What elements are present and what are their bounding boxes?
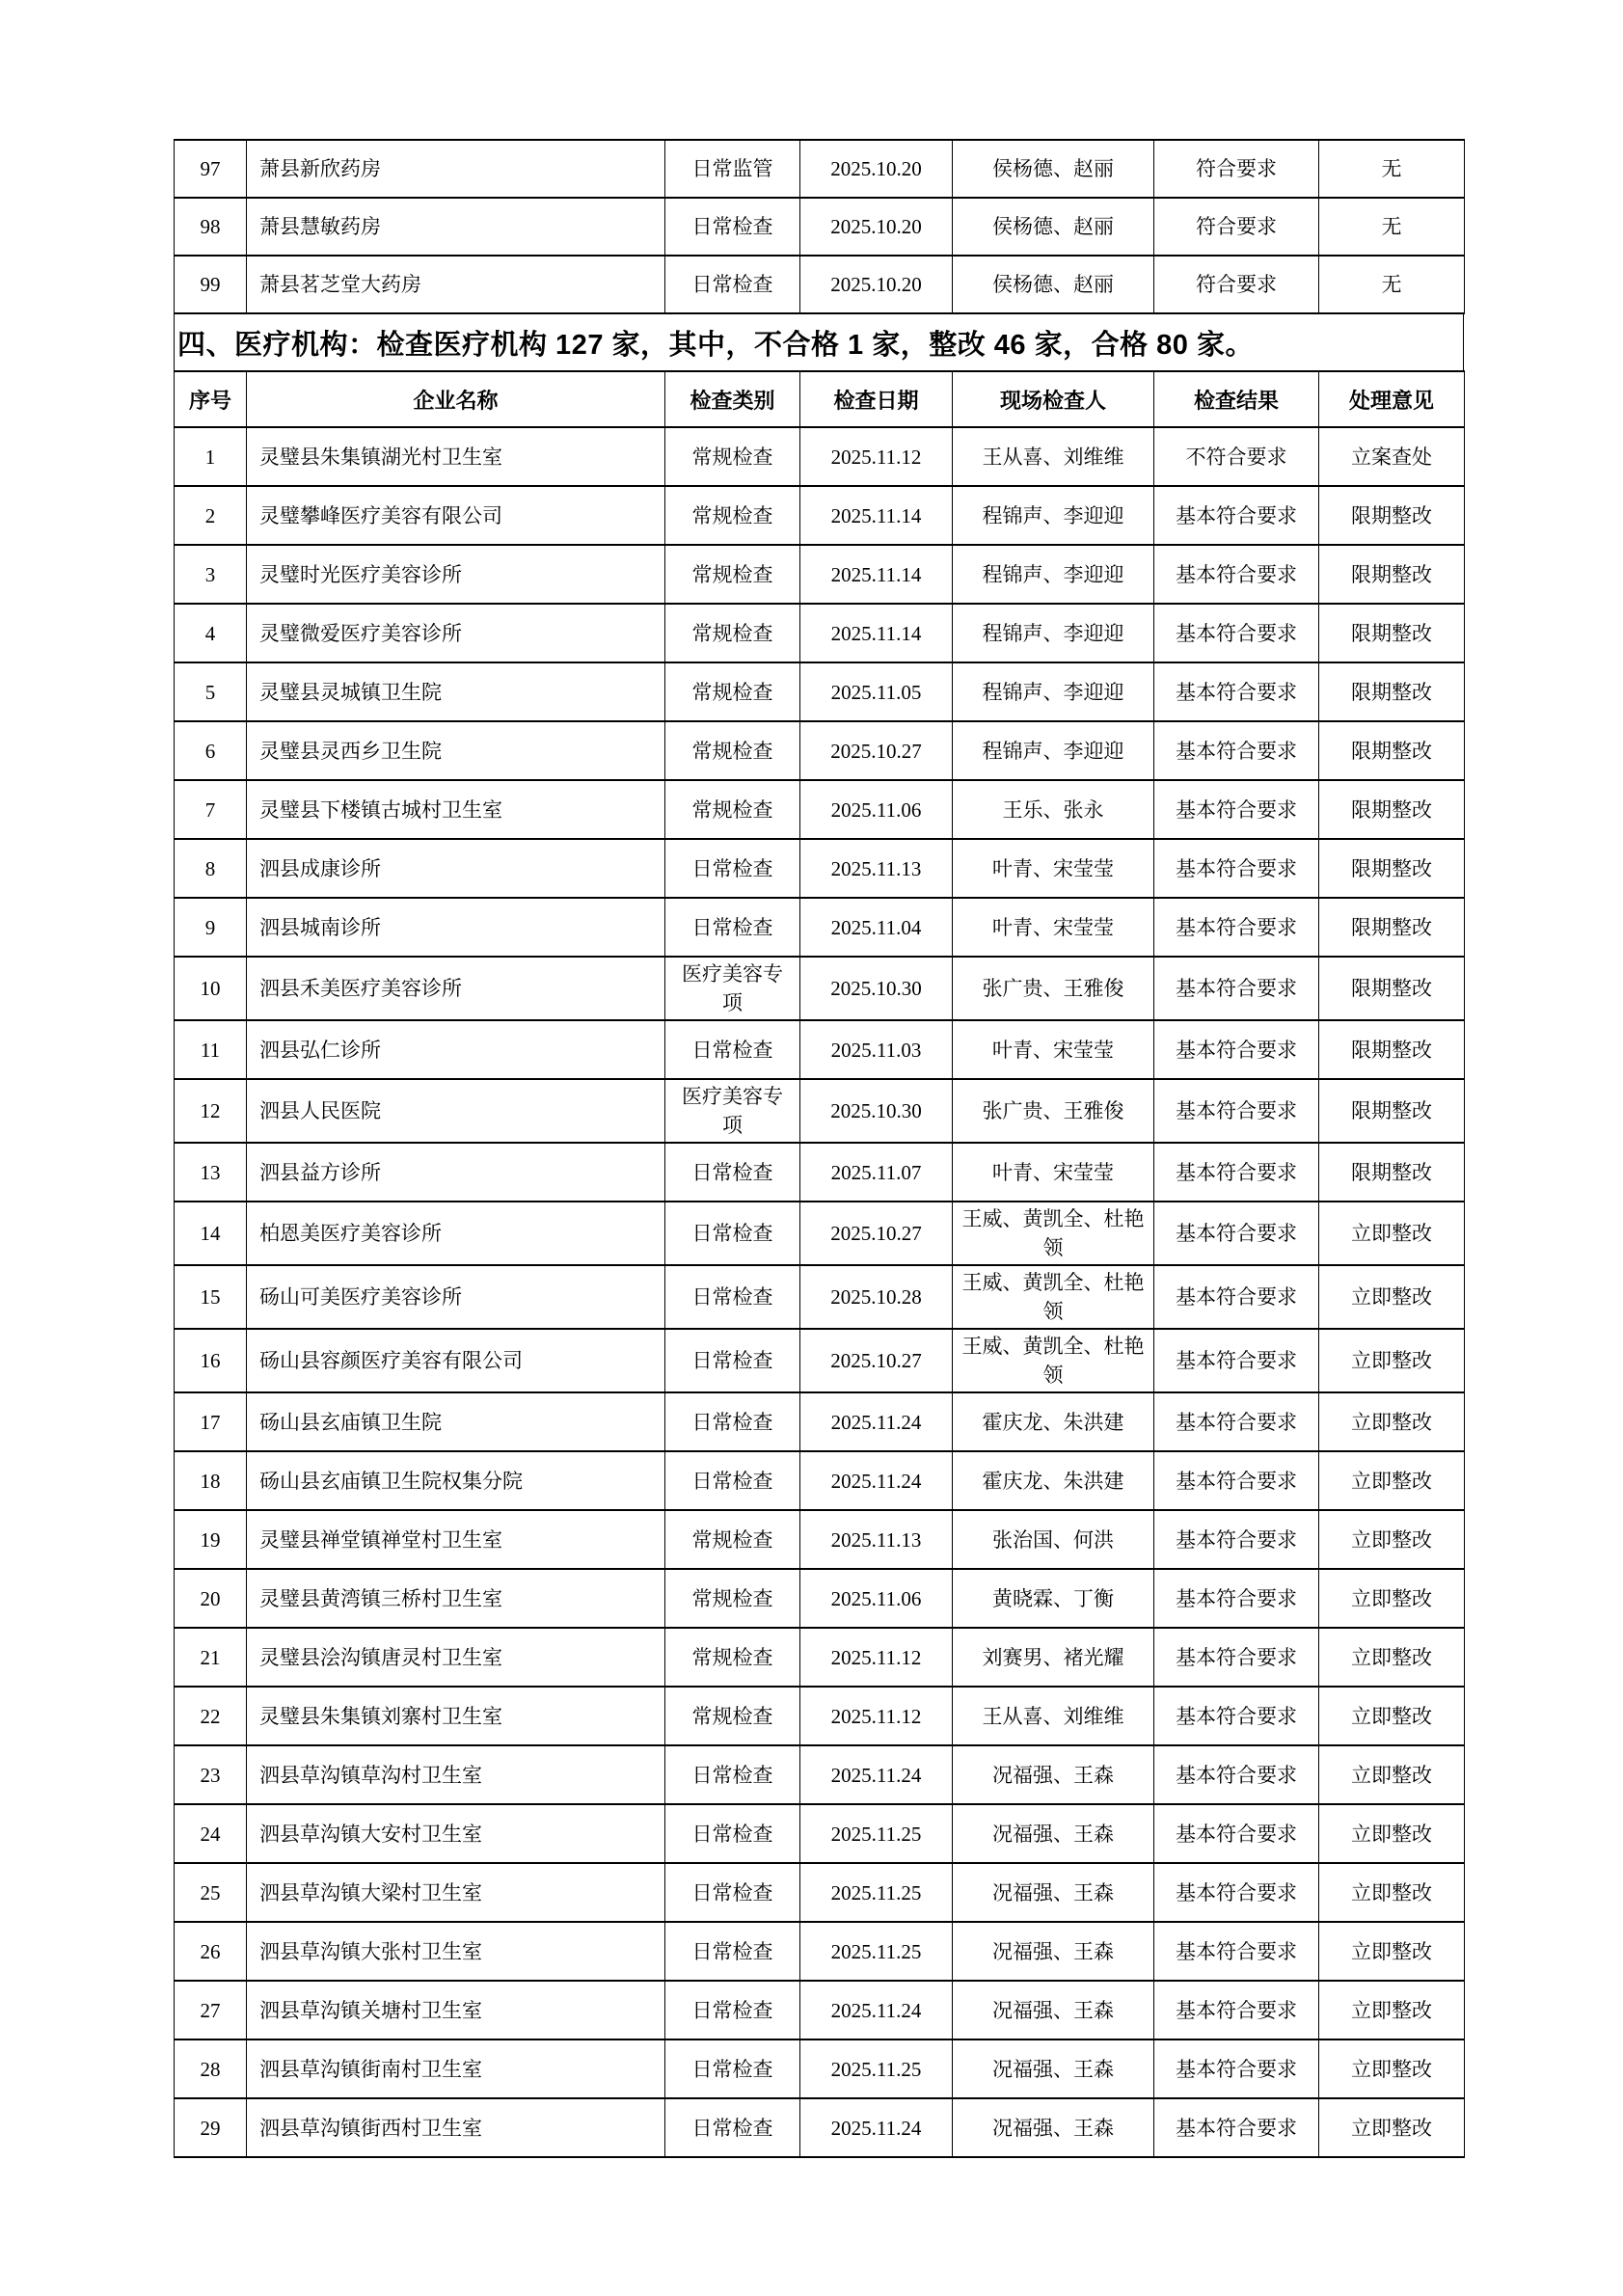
cell-action: 立即整改 bbox=[1319, 1863, 1465, 1922]
cell-company: 泗县草沟镇街西村卫生室 bbox=[247, 2098, 665, 2157]
cell-company: 灵璧县禅堂镇禅堂村卫生室 bbox=[247, 1510, 665, 1569]
cell-date: 2025.10.20 bbox=[800, 198, 953, 256]
cell-inspectors: 况福强、王森 bbox=[953, 1745, 1154, 1804]
cell-action: 限期整改 bbox=[1319, 721, 1465, 780]
cell-action: 立即整改 bbox=[1319, 1202, 1465, 1265]
cell-result: 基本符合要求 bbox=[1154, 1922, 1319, 1981]
cell-type: 日常检查 bbox=[665, 2039, 800, 2098]
cell-action: 立即整改 bbox=[1319, 1687, 1465, 1745]
cell-company: 萧县新欣药房 bbox=[247, 140, 665, 198]
cell-action: 限期整改 bbox=[1319, 1143, 1465, 1202]
cell-type: 日常检查 bbox=[665, 256, 800, 313]
table-row bbox=[175, 1020, 1465, 1079]
table-row bbox=[175, 662, 1465, 721]
cell-inspectors: 霍庆龙、朱洪建 bbox=[953, 1392, 1154, 1451]
cell-type: 日常检查 bbox=[665, 1392, 800, 1451]
cell-serial: 4 bbox=[175, 604, 247, 662]
table-row bbox=[175, 721, 1465, 780]
cell-type: 常规检查 bbox=[665, 486, 800, 545]
cell-type: 日常检查 bbox=[665, 1265, 800, 1329]
cell-type: 医疗美容专项 bbox=[665, 957, 800, 1020]
cell-company: 灵璧县下楼镇古城村卫生室 bbox=[247, 780, 665, 839]
cell-date: 2025.11.25 bbox=[800, 1804, 953, 1863]
cell-company: 萧县茗芝堂大药房 bbox=[247, 256, 665, 313]
cell-action: 立即整改 bbox=[1319, 2039, 1465, 2098]
cell-action: 无 bbox=[1319, 198, 1465, 256]
cell-inspectors: 黄晓霖、丁衡 bbox=[953, 1569, 1154, 1628]
cell-serial: 7 bbox=[175, 780, 247, 839]
cell-type: 日常检查 bbox=[665, 1143, 800, 1202]
cell-type: 日常检查 bbox=[665, 1981, 800, 2039]
cell-company: 灵璧县朱集镇刘寨村卫生室 bbox=[247, 1687, 665, 1745]
cell-date: 2025.11.04 bbox=[800, 898, 953, 957]
cell-result: 基本符合要求 bbox=[1154, 2098, 1319, 2157]
cell-date: 2025.11.13 bbox=[800, 839, 953, 898]
cell-serial: 16 bbox=[175, 1329, 247, 1392]
table-row bbox=[175, 486, 1465, 545]
cell-result: 基本符合要求 bbox=[1154, 957, 1319, 1020]
cell-date: 2025.11.14 bbox=[800, 486, 953, 545]
cell-action: 立即整改 bbox=[1319, 1745, 1465, 1804]
cell-inspectors: 王从喜、刘维维 bbox=[953, 1687, 1154, 1745]
cell-inspectors: 程锦声、李迎迎 bbox=[953, 662, 1154, 721]
cell-date: 2025.11.25 bbox=[800, 2039, 953, 2098]
cell-result: 基本符合要求 bbox=[1154, 1510, 1319, 1569]
cell-inspectors: 况福强、王森 bbox=[953, 1981, 1154, 2039]
cell-serial: 19 bbox=[175, 1510, 247, 1569]
cell-type: 医疗美容专项 bbox=[665, 1079, 800, 1143]
cell-serial: 6 bbox=[175, 721, 247, 780]
cell-result: 基本符合要求 bbox=[1154, 1392, 1319, 1451]
cell-serial: 97 bbox=[175, 140, 247, 198]
cell-company: 泗县草沟镇大梁村卫生室 bbox=[247, 1863, 665, 1922]
header-cell: 处理意见 bbox=[1319, 371, 1465, 427]
cell-serial: 26 bbox=[175, 1922, 247, 1981]
cell-result: 基本符合要求 bbox=[1154, 2039, 1319, 2098]
cell-type: 日常检查 bbox=[665, 1804, 800, 1863]
cell-serial: 98 bbox=[175, 198, 247, 256]
header-cell: 检查类别 bbox=[665, 371, 800, 427]
table-row bbox=[175, 545, 1465, 604]
cell-inspectors: 侯杨德、赵丽 bbox=[953, 198, 1154, 256]
table-row bbox=[175, 1265, 1465, 1329]
cell-result: 基本符合要求 bbox=[1154, 604, 1319, 662]
cell-type: 日常检查 bbox=[665, 898, 800, 957]
cell-date: 2025.10.20 bbox=[800, 140, 953, 198]
cell-company: 泗县草沟镇大张村卫生室 bbox=[247, 1922, 665, 1981]
cell-result: 基本符合要求 bbox=[1154, 1804, 1319, 1863]
table-row bbox=[175, 780, 1465, 839]
cell-result: 基本符合要求 bbox=[1154, 1265, 1319, 1329]
cell-action: 限期整改 bbox=[1319, 839, 1465, 898]
cell-inspectors: 程锦声、李迎迎 bbox=[953, 545, 1154, 604]
cell-inspectors: 张广贵、王雅俊 bbox=[953, 957, 1154, 1020]
cell-result: 符合要求 bbox=[1154, 256, 1319, 313]
cell-inspectors: 王威、黄凯全、杜艳领 bbox=[953, 1329, 1154, 1392]
table-row bbox=[175, 140, 1465, 198]
cell-date: 2025.11.12 bbox=[800, 1628, 953, 1687]
cell-result: 基本符合要求 bbox=[1154, 1628, 1319, 1687]
cell-type: 常规检查 bbox=[665, 545, 800, 604]
cell-date: 2025.11.13 bbox=[800, 1510, 953, 1569]
cell-action: 限期整改 bbox=[1319, 604, 1465, 662]
cell-type: 日常检查 bbox=[665, 1020, 800, 1079]
cell-serial: 14 bbox=[175, 1202, 247, 1265]
cell-date: 2025.11.24 bbox=[800, 2098, 953, 2157]
cell-company: 灵璧县黄湾镇三桥村卫生室 bbox=[247, 1569, 665, 1628]
cell-result: 基本符合要求 bbox=[1154, 486, 1319, 545]
table-row bbox=[175, 1510, 1465, 1569]
cell-company: 柏恩美医疗美容诊所 bbox=[247, 1202, 665, 1265]
cell-date: 2025.10.27 bbox=[800, 1329, 953, 1392]
cell-company: 砀山可美医疗美容诊所 bbox=[247, 1265, 665, 1329]
cell-company: 萧县慧敏药房 bbox=[247, 198, 665, 256]
cell-serial: 9 bbox=[175, 898, 247, 957]
cell-company: 灵璧县灵城镇卫生院 bbox=[247, 662, 665, 721]
table-row bbox=[175, 1329, 1465, 1392]
table-row bbox=[175, 1202, 1465, 1265]
cell-result: 基本符合要求 bbox=[1154, 1020, 1319, 1079]
cell-date: 2025.11.24 bbox=[800, 1392, 953, 1451]
cell-type: 日常检查 bbox=[665, 839, 800, 898]
cell-date: 2025.11.03 bbox=[800, 1020, 953, 1079]
cell-action: 立即整改 bbox=[1319, 1510, 1465, 1569]
cell-inspectors: 王乐、张永 bbox=[953, 780, 1154, 839]
cell-serial: 99 bbox=[175, 256, 247, 313]
cell-date: 2025.11.06 bbox=[800, 1569, 953, 1628]
cell-serial: 20 bbox=[175, 1569, 247, 1628]
table-row bbox=[175, 1863, 1465, 1922]
header-cell: 现场检查人 bbox=[953, 371, 1154, 427]
cell-result: 基本符合要求 bbox=[1154, 839, 1319, 898]
cell-type: 常规检查 bbox=[665, 1510, 800, 1569]
table-row bbox=[175, 1451, 1465, 1510]
table-row bbox=[175, 198, 1465, 256]
cell-inspectors: 叶青、宋莹莹 bbox=[953, 898, 1154, 957]
table-row bbox=[175, 1569, 1465, 1628]
cell-action: 限期整改 bbox=[1319, 780, 1465, 839]
cell-action: 立即整改 bbox=[1319, 1804, 1465, 1863]
document-sheet bbox=[174, 139, 1464, 2158]
cell-serial: 18 bbox=[175, 1451, 247, 1510]
cell-action: 立即整改 bbox=[1319, 2098, 1465, 2157]
cell-company: 灵璧时光医疗美容诊所 bbox=[247, 545, 665, 604]
cell-type: 日常监管 bbox=[665, 140, 800, 198]
cell-inspectors: 况福强、王森 bbox=[953, 1922, 1154, 1981]
cell-action: 立即整改 bbox=[1319, 1922, 1465, 1981]
cell-inspectors: 程锦声、李迎迎 bbox=[953, 721, 1154, 780]
cell-date: 2025.10.30 bbox=[800, 1079, 953, 1143]
cell-result: 基本符合要求 bbox=[1154, 780, 1319, 839]
header-cell: 检查结果 bbox=[1154, 371, 1319, 427]
cell-action: 立即整改 bbox=[1319, 1628, 1465, 1687]
table-row bbox=[175, 604, 1465, 662]
cell-company: 泗县草沟镇大安村卫生室 bbox=[247, 1804, 665, 1863]
cell-inspectors: 霍庆龙、朱洪建 bbox=[953, 1451, 1154, 1510]
cell-date: 2025.11.24 bbox=[800, 1745, 953, 1804]
cell-date: 2025.11.05 bbox=[800, 662, 953, 721]
cell-action: 限期整改 bbox=[1319, 662, 1465, 721]
cell-inspectors: 王威、黄凯全、杜艳领 bbox=[953, 1202, 1154, 1265]
cell-action: 无 bbox=[1319, 256, 1465, 313]
cell-date: 2025.10.30 bbox=[800, 957, 953, 1020]
cell-inspectors: 况福强、王森 bbox=[953, 1863, 1154, 1922]
cell-inspectors: 王从喜、刘维维 bbox=[953, 427, 1154, 486]
cell-company: 砀山县容颜医疗美容有限公司 bbox=[247, 1329, 665, 1392]
cell-type: 常规检查 bbox=[665, 1628, 800, 1687]
cell-type: 常规检查 bbox=[665, 662, 800, 721]
cell-action: 立即整改 bbox=[1319, 1392, 1465, 1451]
cell-company: 泗县禾美医疗美容诊所 bbox=[247, 957, 665, 1020]
cell-result: 基本符合要求 bbox=[1154, 1329, 1319, 1392]
cell-inspectors: 程锦声、李迎迎 bbox=[953, 604, 1154, 662]
cell-company: 泗县草沟镇关塘村卫生室 bbox=[247, 1981, 665, 2039]
cell-date: 2025.11.14 bbox=[800, 545, 953, 604]
cell-type: 日常检查 bbox=[665, 2098, 800, 2157]
cell-date: 2025.11.24 bbox=[800, 1451, 953, 1510]
cell-result: 不符合要求 bbox=[1154, 427, 1319, 486]
cell-serial: 10 bbox=[175, 957, 247, 1020]
cell-date: 2025.11.24 bbox=[800, 1981, 953, 2039]
cell-action: 立即整改 bbox=[1319, 1451, 1465, 1510]
cell-action: 无 bbox=[1319, 140, 1465, 198]
header-cell: 企业名称 bbox=[247, 371, 665, 427]
cell-date: 2025.10.20 bbox=[800, 256, 953, 313]
cell-company: 灵璧攀峰医疗美容有限公司 bbox=[247, 486, 665, 545]
cell-inspectors: 张治国、何洪 bbox=[953, 1510, 1154, 1569]
cell-action: 限期整改 bbox=[1319, 486, 1465, 545]
cell-company: 泗县益方诊所 bbox=[247, 1143, 665, 1202]
pharmacy-inspection-table-continued bbox=[174, 139, 1465, 314]
cell-company: 砀山县玄庙镇卫生院权集分院 bbox=[247, 1451, 665, 1510]
cell-inspectors: 况福强、王森 bbox=[953, 1804, 1154, 1863]
table-row bbox=[175, 1745, 1465, 1804]
table-row bbox=[175, 1079, 1465, 1143]
cell-date: 2025.11.06 bbox=[800, 780, 953, 839]
cell-result: 基本符合要求 bbox=[1154, 1687, 1319, 1745]
cell-result: 基本符合要求 bbox=[1154, 1981, 1319, 2039]
cell-company: 泗县草沟镇街南村卫生室 bbox=[247, 2039, 665, 2098]
cell-serial: 5 bbox=[175, 662, 247, 721]
table-header-row bbox=[175, 371, 1465, 427]
cell-inspectors: 侯杨德、赵丽 bbox=[953, 256, 1154, 313]
cell-inspectors: 侯杨德、赵丽 bbox=[953, 140, 1154, 198]
cell-result: 基本符合要求 bbox=[1154, 1745, 1319, 1804]
cell-serial: 3 bbox=[175, 545, 247, 604]
cell-type: 日常检查 bbox=[665, 1329, 800, 1392]
cell-serial: 29 bbox=[175, 2098, 247, 2157]
cell-type: 常规检查 bbox=[665, 1687, 800, 1745]
cell-action: 立即整改 bbox=[1319, 1569, 1465, 1628]
cell-action: 限期整改 bbox=[1319, 1020, 1465, 1079]
cell-type: 日常检查 bbox=[665, 1202, 800, 1265]
cell-result: 基本符合要求 bbox=[1154, 1569, 1319, 1628]
cell-company: 泗县草沟镇草沟村卫生室 bbox=[247, 1745, 665, 1804]
cell-date: 2025.11.12 bbox=[800, 1687, 953, 1745]
cell-date: 2025.10.27 bbox=[800, 721, 953, 780]
cell-inspectors: 叶青、宋莹莹 bbox=[953, 839, 1154, 898]
cell-result: 基本符合要求 bbox=[1154, 721, 1319, 780]
cell-date: 2025.11.07 bbox=[800, 1143, 953, 1202]
cell-company: 灵璧微爱医疗美容诊所 bbox=[247, 604, 665, 662]
cell-result: 基本符合要求 bbox=[1154, 898, 1319, 957]
cell-inspectors: 程锦声、李迎迎 bbox=[953, 486, 1154, 545]
table-row bbox=[175, 2039, 1465, 2098]
cell-serial: 15 bbox=[175, 1265, 247, 1329]
cell-serial: 8 bbox=[175, 839, 247, 898]
cell-type: 日常检查 bbox=[665, 1922, 800, 1981]
cell-action: 限期整改 bbox=[1319, 957, 1465, 1020]
cell-type: 日常检查 bbox=[665, 1745, 800, 1804]
table-row bbox=[175, 2098, 1465, 2157]
table-row bbox=[175, 1628, 1465, 1687]
cell-serial: 22 bbox=[175, 1687, 247, 1745]
cell-serial: 25 bbox=[175, 1863, 247, 1922]
cell-date: 2025.11.25 bbox=[800, 1922, 953, 1981]
cell-inspectors: 叶青、宋莹莹 bbox=[953, 1143, 1154, 1202]
cell-action: 限期整改 bbox=[1319, 1079, 1465, 1143]
cell-type: 日常检查 bbox=[665, 198, 800, 256]
cell-company: 灵璧县浍沟镇唐灵村卫生室 bbox=[247, 1628, 665, 1687]
cell-type: 常规检查 bbox=[665, 780, 800, 839]
table-row bbox=[175, 1804, 1465, 1863]
cell-serial: 1 bbox=[175, 427, 247, 486]
cell-serial: 21 bbox=[175, 1628, 247, 1687]
cell-inspectors: 况福强、王森 bbox=[953, 2098, 1154, 2157]
cell-type: 常规检查 bbox=[665, 604, 800, 662]
cell-company: 砀山县玄庙镇卫生院 bbox=[247, 1392, 665, 1451]
cell-action: 立案查处 bbox=[1319, 427, 1465, 486]
cell-inspectors: 况福强、王森 bbox=[953, 2039, 1154, 2098]
cell-result: 符合要求 bbox=[1154, 140, 1319, 198]
cell-serial: 2 bbox=[175, 486, 247, 545]
cell-inspectors: 王威、黄凯全、杜艳领 bbox=[953, 1265, 1154, 1329]
cell-action: 限期整改 bbox=[1319, 898, 1465, 957]
table-row bbox=[175, 427, 1465, 486]
table-row bbox=[175, 1687, 1465, 1745]
cell-result: 基本符合要求 bbox=[1154, 1202, 1319, 1265]
cell-inspectors: 叶青、宋莹莹 bbox=[953, 1020, 1154, 1079]
table-row bbox=[175, 839, 1465, 898]
section-heading: 四、医疗机构：检查医疗机构 127 家，其中，不合格 1 家，整改 46 家，合格 80 家。 bbox=[174, 314, 1464, 370]
cell-inspectors: 张广贵、王雅俊 bbox=[953, 1079, 1154, 1143]
table-row bbox=[175, 1143, 1465, 1202]
cell-type: 常规检查 bbox=[665, 427, 800, 486]
cell-date: 2025.11.12 bbox=[800, 427, 953, 486]
cell-serial: 23 bbox=[175, 1745, 247, 1804]
cell-company: 灵璧县朱集镇湖光村卫生室 bbox=[247, 427, 665, 486]
cell-date: 2025.11.25 bbox=[800, 1863, 953, 1922]
cell-date: 2025.10.28 bbox=[800, 1265, 953, 1329]
cell-result: 基本符合要求 bbox=[1154, 545, 1319, 604]
cell-action: 立即整改 bbox=[1319, 1265, 1465, 1329]
table-row bbox=[175, 898, 1465, 957]
cell-company: 泗县人民医院 bbox=[247, 1079, 665, 1143]
cell-action: 限期整改 bbox=[1319, 545, 1465, 604]
cell-action: 立即整改 bbox=[1319, 1329, 1465, 1392]
cell-serial: 12 bbox=[175, 1079, 247, 1143]
table-row bbox=[175, 1392, 1465, 1451]
table-row bbox=[175, 256, 1465, 313]
cell-type: 日常检查 bbox=[665, 1451, 800, 1510]
cell-date: 2025.11.14 bbox=[800, 604, 953, 662]
cell-type: 常规检查 bbox=[665, 1569, 800, 1628]
cell-serial: 24 bbox=[175, 1804, 247, 1863]
cell-date: 2025.10.27 bbox=[800, 1202, 953, 1265]
cell-serial: 27 bbox=[175, 1981, 247, 2039]
cell-serial: 17 bbox=[175, 1392, 247, 1451]
table-row bbox=[175, 1922, 1465, 1981]
cell-result: 基本符合要求 bbox=[1154, 1143, 1319, 1202]
cell-serial: 28 bbox=[175, 2039, 247, 2098]
cell-serial: 13 bbox=[175, 1143, 247, 1202]
cell-serial: 11 bbox=[175, 1020, 247, 1079]
cell-result: 基本符合要求 bbox=[1154, 1863, 1319, 1922]
cell-action: 立即整改 bbox=[1319, 1981, 1465, 2039]
cell-company: 泗县城南诊所 bbox=[247, 898, 665, 957]
cell-result: 基本符合要求 bbox=[1154, 1451, 1319, 1510]
cell-company: 灵璧县灵西乡卫生院 bbox=[247, 721, 665, 780]
header-cell: 检查日期 bbox=[800, 371, 953, 427]
cell-company: 泗县弘仁诊所 bbox=[247, 1020, 665, 1079]
medical-inspection-table bbox=[174, 370, 1465, 2158]
table-row bbox=[175, 1981, 1465, 2039]
cell-result: 符合要求 bbox=[1154, 198, 1319, 256]
cell-type: 日常检查 bbox=[665, 1863, 800, 1922]
cell-result: 基本符合要求 bbox=[1154, 1079, 1319, 1143]
cell-inspectors: 刘赛男、褚光耀 bbox=[953, 1628, 1154, 1687]
table-row bbox=[175, 957, 1465, 1020]
cell-type: 常规检查 bbox=[665, 721, 800, 780]
header-cell: 序号 bbox=[175, 371, 247, 427]
cell-company: 泗县成康诊所 bbox=[247, 839, 665, 898]
cell-result: 基本符合要求 bbox=[1154, 662, 1319, 721]
